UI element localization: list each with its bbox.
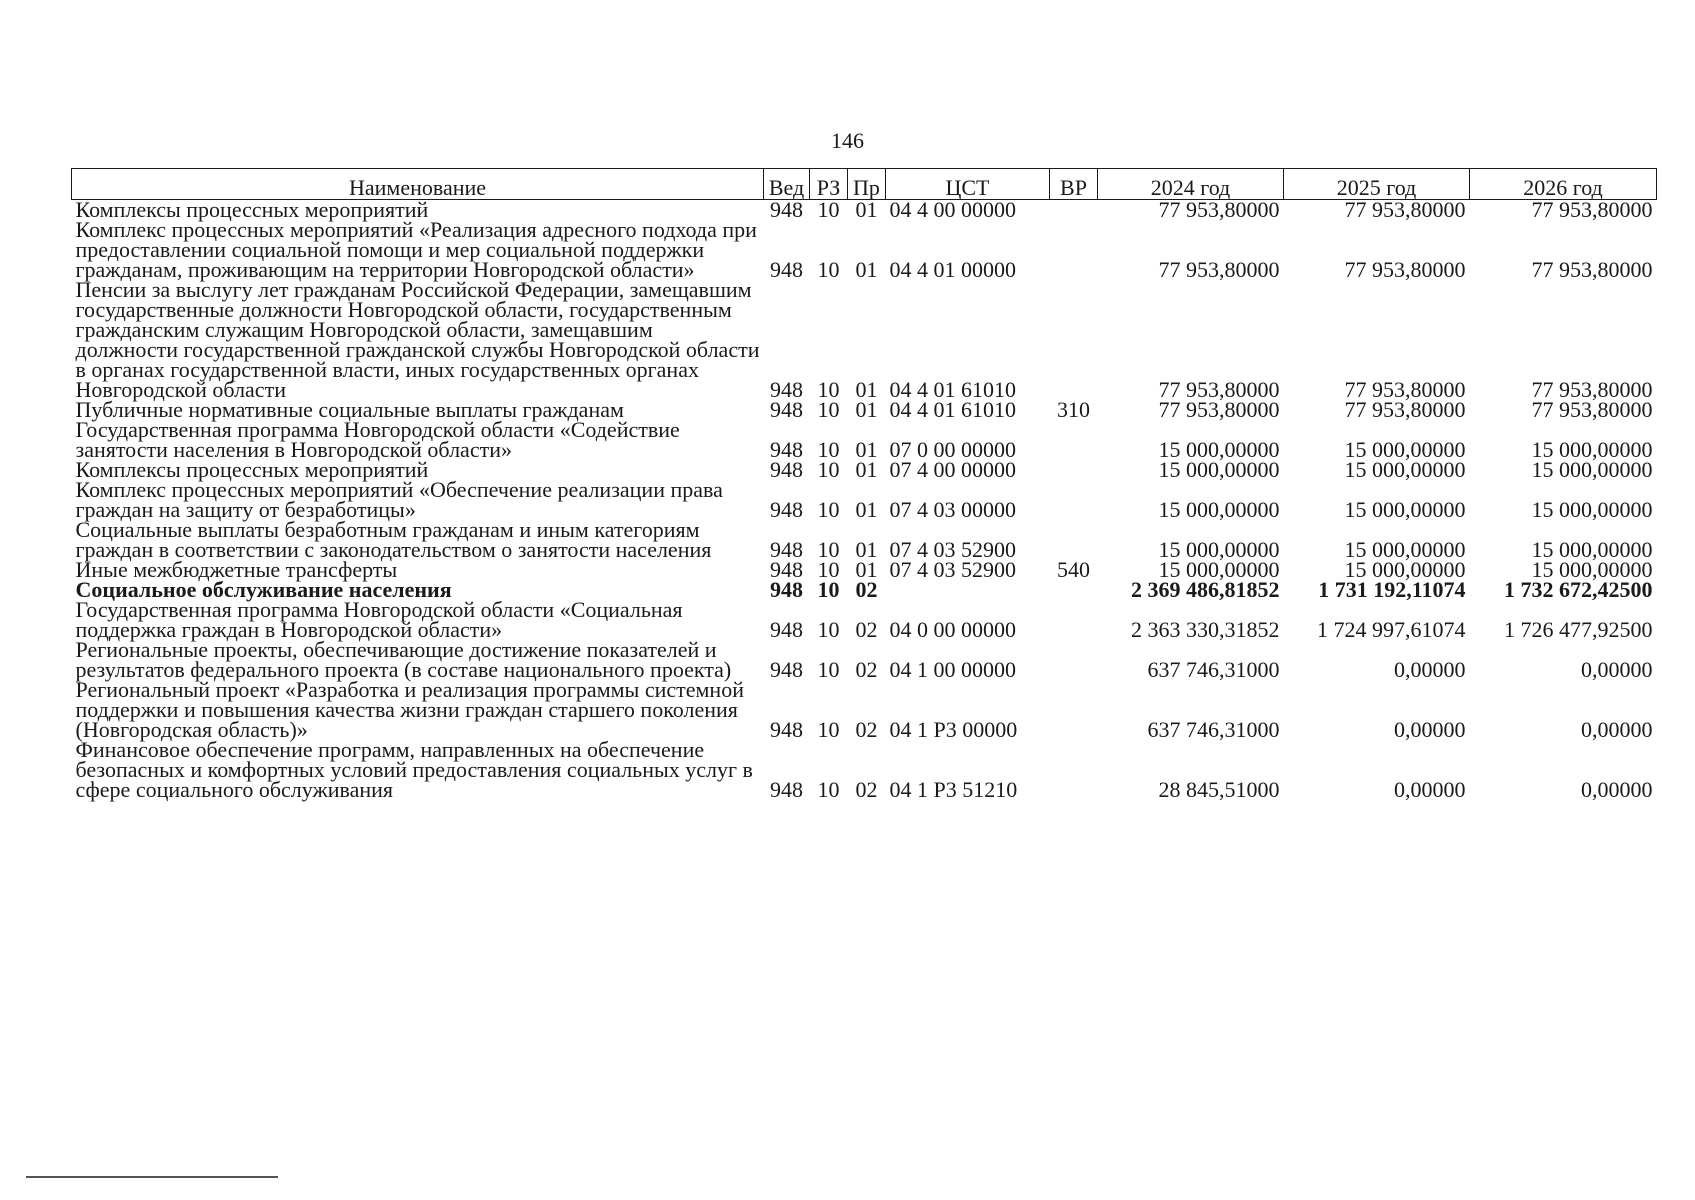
cell-name: Государственная программа Новгородской области «Содействие занятости населения в Новгородской области» [75,417,680,462]
cell-vr [1050,640,1098,680]
cell-rz: 10 [817,617,840,642]
cell-vr [1050,480,1098,520]
header-rz: РЗ [810,169,848,200]
cell-2026: 1 732 672,42500 [1504,577,1653,602]
cell-2024: 28 845,51000 [1158,777,1280,802]
cell-pr: 01 [855,397,878,422]
cell-rz: 10 [817,577,840,602]
cell-cst: 07 4 03 00000 [889,497,1016,522]
cell-2026: 77 953,80000 [1531,397,1653,422]
cell-2026: 77 953,80000 [1531,197,1653,222]
cell-vr: 310 [1057,397,1090,422]
header-2025: 2025 год [1284,169,1470,200]
cell-name: Комплексы процессных мероприятий [75,197,429,222]
cell-rz: 10 [817,457,840,482]
cell-2026: 15 000,00000 [1531,457,1653,482]
cell-2024: 77 953,80000 [1158,377,1280,402]
cell-vr [1050,600,1098,640]
cell-pr: 01 [855,437,878,462]
cell-vr [1050,220,1098,280]
cell-2026: 15 000,00000 [1531,437,1653,462]
cell-name: Региональный проект «Разработка и реализация программы системной поддержки и повышения качества жизни граждан старшего поколения (Новгородская область)» [75,677,744,742]
cell-2025: 0,00000 [1394,657,1466,682]
cell-vr: 540 [1057,557,1090,582]
cell-vr [1050,520,1098,560]
cell-cst: 04 1 P3 00000 [889,717,1018,742]
cell-ved: 948 [770,197,803,222]
cell-rz: 10 [817,377,840,402]
cell-vr [1050,200,1098,221]
cell-name: Финансовое обеспечение программ, направленных на обеспечение безопасных и комфортных условий предоставления социальных услуг в сфере социального обслуживания [75,737,753,802]
cell-pr: 02 [855,777,878,802]
cell-vr [1050,580,1098,600]
cell-rz: 10 [817,437,840,462]
header-2026: 2026 год [1470,169,1657,200]
cell-ved: 948 [770,557,803,582]
cell-vr [1050,460,1098,480]
cell-rz: 10 [817,657,840,682]
page-number: 146 [831,128,864,153]
header-2024: 2024 год [1098,169,1284,200]
cell-2025: 77 953,80000 [1344,197,1466,222]
cell-rz: 10 [817,717,840,742]
cell-2024: 15 000,00000 [1158,437,1280,462]
header-ved: Вед [764,169,810,200]
cell-ved: 948 [770,457,803,482]
cell-rz: 10 [817,557,840,582]
cell-2025: 15 000,00000 [1344,557,1466,582]
cell-ved: 948 [770,577,803,602]
cell-rz: 10 [817,197,840,222]
cell-2024: 15 000,00000 [1158,537,1280,562]
cell-name: Социальные выплаты безработным гражданам и иным категориям граждан в соответствии с законодательством о занятости населения [75,517,712,562]
cell-2025: 77 953,80000 [1344,397,1466,422]
cell-cst: 07 4 00 00000 [889,457,1016,482]
cell-2026: 15 000,00000 [1531,557,1653,582]
cell-cst: 07 0 00 00000 [889,437,1016,462]
header-pr: Пр [848,169,886,200]
cell-ved: 948 [770,617,803,642]
cell-vr [1050,740,1098,800]
cell-ved: 948 [770,497,803,522]
cell-cst: 04 1 00 00000 [889,657,1016,682]
cell-2024: 77 953,80000 [1158,197,1280,222]
cell-name: Комплекс процессных мероприятий «Реализация адресного подхода при предоставлении социальной помощи и мер социальной поддержки гражданам, проживающим на территории Новгородской области» [75,217,757,282]
cell-ved: 948 [770,397,803,422]
cell-2025: 0,00000 [1394,777,1466,802]
cell-2024: 637 746,31000 [1147,657,1280,682]
cell-name: Пенсии за выслугу лет гражданам Российской Федерации, замещавшим государственные должности Новгородской области, государственным гражданским служащим Новгородской области, замещавшим должности государственной гражданской службы Новгородской области в органах государственной власти, иных государственных органах Новгородской области [75,277,760,402]
cell-2026: 77 953,80000 [1531,377,1653,402]
cell-name: Комплекс процессных мероприятий «Обеспечение реализации права граждан на защиту от безработицы» [75,477,723,522]
cell-ved: 948 [770,257,803,282]
cell-2026: 77 953,80000 [1531,257,1653,282]
cell-pr: 02 [855,617,878,642]
cell-cst [886,580,1050,600]
cell-2026: 15 000,00000 [1531,537,1653,562]
cell-pr: 02 [855,717,878,742]
cell-pr: 01 [855,377,878,402]
cell-rz: 10 [817,777,840,802]
cell-2025: 1 731 192,11074 [1318,577,1466,602]
budget-table [71,168,1657,800]
cell-2024: 77 953,80000 [1158,397,1280,422]
cell-2025: 15 000,00000 [1344,537,1466,562]
cell-2024: 15 000,00000 [1158,557,1280,582]
cell-pr: 01 [855,497,878,522]
cell-2024: 77 953,80000 [1158,257,1280,282]
header-cst: ЦСТ [886,169,1050,200]
cell-rz: 10 [817,497,840,522]
cell-rz: 10 [817,537,840,562]
cell-pr: 02 [855,577,878,602]
table-row [72,680,1657,740]
cell-ved: 948 [770,717,803,742]
cell-2024: 2 369 486,81852 [1131,577,1280,602]
cell-vr [1050,420,1098,460]
table-row [72,480,1657,520]
cell-2026: 0,00000 [1581,657,1653,682]
cell-name: Публичные нормативные социальные выплаты гражданам [75,397,624,422]
cell-pr: 01 [855,557,878,582]
cell-2024: 15 000,00000 [1158,497,1280,522]
cell-pr: 01 [855,197,878,222]
cell-2025: 15 000,00000 [1344,457,1466,482]
header-vr: ВР [1050,169,1098,200]
table-row [72,740,1657,800]
cell-cst: 04 4 01 61010 [889,397,1016,422]
cell-2026: 1 726 477,92500 [1504,617,1653,642]
cell-2025: 77 953,80000 [1344,377,1466,402]
table-row [72,420,1657,460]
cell-cst: 07 4 03 52900 [889,557,1016,582]
cell-2026: 0,00000 [1581,777,1653,802]
cell-pr: 02 [855,657,878,682]
cell-name: Комплексы процессных мероприятий [75,457,429,482]
cell-ved: 948 [770,657,803,682]
cell-ved: 948 [770,377,803,402]
cell-2024: 15 000,00000 [1158,457,1280,482]
table-body [72,197,1657,802]
cell-cst: 04 0 00 00000 [889,617,1016,642]
table-row [72,520,1657,560]
cell-name: Иные межбюджетные трансферты [75,557,398,582]
footer-rule [26,1176,278,1178]
table-row [72,220,1657,280]
cell-ved: 948 [770,537,803,562]
cell-name: Социальное обслуживание населения [75,577,452,602]
cell-cst: 04 1 P3 51210 [889,777,1018,802]
cell-name: Региональные проекты, обеспечивающие достижение показателей и результатов федерального проекта (в составе национального проекта) [75,637,732,682]
table-row [72,600,1657,640]
table-row [72,280,1657,400]
cell-vr [1050,680,1098,740]
cell-rz: 10 [817,397,840,422]
cell-cst: 04 4 01 00000 [889,257,1016,282]
table-row [72,640,1657,680]
cell-2025: 15 000,00000 [1344,497,1466,522]
cell-vr [1050,280,1098,400]
cell-rz: 10 [817,257,840,282]
cell-ved: 948 [770,437,803,462]
cell-pr: 01 [855,257,878,282]
cell-ved: 948 [770,777,803,802]
cell-cst: 07 4 03 52900 [889,537,1016,562]
cell-2025: 1 724 997,61074 [1317,617,1466,642]
cell-2026: 0,00000 [1581,717,1653,742]
cell-2026: 15 000,00000 [1531,497,1653,522]
cell-2025: 77 953,80000 [1344,257,1466,282]
cell-cst: 04 4 00 00000 [889,197,1016,222]
cell-2025: 0,00000 [1394,717,1466,742]
cell-2025: 15 000,00000 [1344,437,1466,462]
cell-name: Государственная программа Новгородской области «Социальная поддержка граждан в Новгородской области» [75,597,683,642]
cell-2024: 2 363 330,31852 [1131,617,1280,642]
header-name: Наименование [72,169,764,200]
cell-2024: 637 746,31000 [1147,717,1280,742]
table-header [72,169,1657,200]
cell-pr: 01 [855,457,878,482]
cell-cst: 04 4 01 61010 [889,377,1016,402]
cell-pr: 01 [855,537,878,562]
